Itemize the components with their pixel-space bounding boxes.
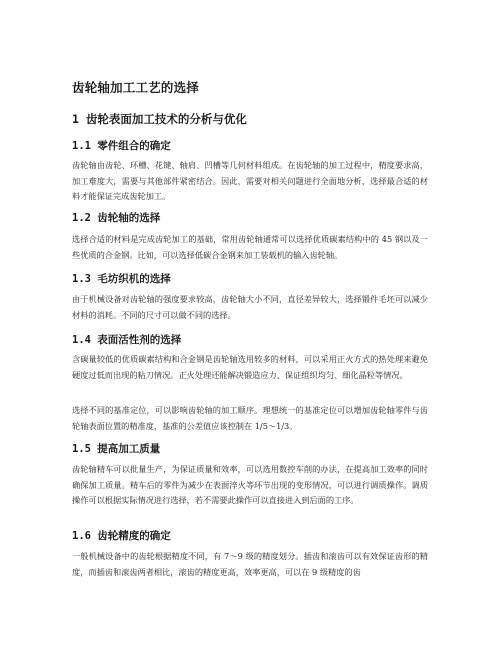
subsection-heading: 1.3 毛坊织机的选择 xyxy=(72,273,171,285)
paragraph: 齿轮轴由齿轮、环槽、花键、轴肩、凹槽等几何材料组成。在齿轮轴的加工过程中，精度要求高，加工难度大，需要与其他部件紧密结合。因此，需要对相关问题进行全面地分析，选择最合适的材料才能保证完成齿轮加工。 xyxy=(72,160,428,202)
paragraph: 一般机械设备中的齿轮根据精度不同，有 7～9 级的精度划分。插齿和滚齿可以有效保证齿形的精度，而插齿和滚齿两者相比，滚齿的精度更高，效率更高，可以在 9 级精度的齿 xyxy=(72,551,428,577)
paragraph: 由于机械设备对齿轮轴的强度要求较高，齿轮轴大小不同，直径差异较大，选择锻件毛坯可以减少材料的消耗。不同的尺寸可以做不同的选择。 xyxy=(72,294,428,320)
subsection-heading: 1.4 表面活性剂的选择 xyxy=(72,334,182,346)
subsection-heading: 1.1 零件组合的确定 xyxy=(72,140,171,152)
paragraph: 齿轮轴精车可以批量生产，为保证质量和效率，可以选用数控车削的办法，在提高加工效率的同时确保加工质量。精车后的零件为减少在表面淬火等环节出现的变形情况，可以进行调质操作。调质操作可以根据实际情况进行选择，若不需要此操作可以直接进入到后面的工序。 xyxy=(72,464,428,506)
paragraph: 选择合适的材料是完成齿轮加工的基础，常用齿轮轴通常可以选择优质碳素结构中的 45 钢以及一些优质的合金钢。比如，可以选择低碳合金钢来加工装载机的输入齿轮轴。 xyxy=(72,234,428,260)
subsection-heading: 1.2 齿轮轴的选择 xyxy=(72,212,161,224)
section-heading: 1 齿轮表面加工技术的分析与优化 xyxy=(72,112,247,126)
document-title: 齿轮轴加工工艺的选择 xyxy=(72,80,200,95)
paragraph: 含碳量较低的优质碳素结构和合金钢是齿轮轴选用较多的材料，可以采用正火方式的热处理来避免硬度过低而出现的粘刀情况。正火处理还能解决锻造应力、保证组织均匀、细化晶粒等情况。 xyxy=(72,354,428,380)
subsection-heading: 1.5 提高加工质量 xyxy=(72,443,161,455)
subsection-heading: 1.6 齿轮精度的确定 xyxy=(72,530,171,542)
paragraph: 选择不同的基准定位，可以影响齿轮轴的加工顺序。理想统一的基准定位可以增加齿轮轴零件与齿轮轴表面位置的精准度，基准的公差值应该控制在 1/5～1/3。 xyxy=(72,405,428,431)
